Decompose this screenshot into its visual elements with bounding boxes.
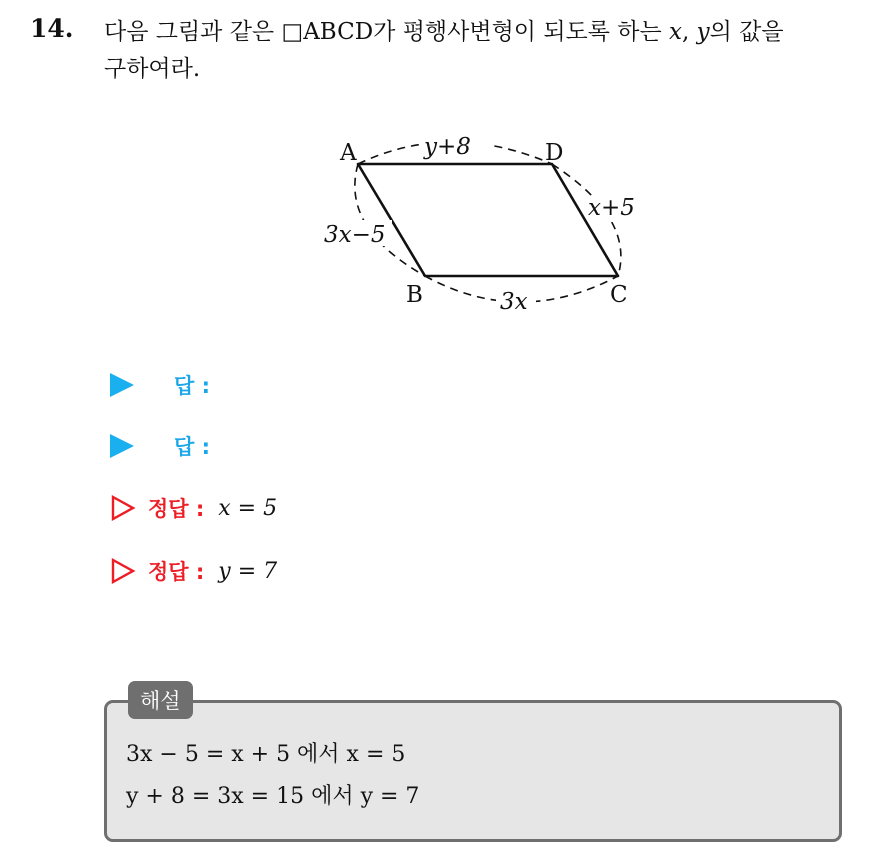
correct-label: 정답 : [148, 560, 205, 584]
side-label-bc: 3x [500, 289, 528, 315]
question-line-1 [104, 14, 874, 51]
question-line-1-a: 다음 그림과 같은 □ABCD가 평행사변형이 되도록 하는 [104, 19, 670, 45]
comma: , [682, 19, 697, 45]
correct-answer-row-2 [110, 553, 277, 589]
side-label-ad: y+8 [424, 134, 471, 160]
vertex-label-b: B [406, 282, 423, 308]
answer-marker-icon [110, 434, 134, 458]
side-label-dc: x+5 [588, 195, 635, 221]
answer-label: 답 : [174, 435, 210, 459]
vertex-label-d: D [545, 140, 564, 166]
answer-row-2[interactable] [110, 428, 210, 464]
correct-answer-row-1 [110, 490, 277, 526]
answer-marker-icon [110, 373, 134, 397]
parallelogram-figure [300, 128, 660, 318]
correct-marker-icon [110, 558, 136, 584]
vertex-label-c: C [610, 282, 628, 308]
question-text [104, 14, 874, 88]
correct-label: 정답 : [148, 497, 205, 521]
parallelogram-abcd [358, 164, 618, 276]
question-line-1-b: 의 값을 [709, 19, 784, 45]
side-label-ab: 3x−5 [324, 222, 386, 248]
question-line-2: 구하여라. [104, 56, 201, 82]
answer-label: 답 : [174, 374, 210, 398]
correct-marker-icon [110, 495, 136, 521]
vertex-label-a: A [340, 140, 357, 166]
explanation-line-2: y + 8 = 3x = 15 에서 y = 7 [126, 784, 420, 809]
explanation-line-1: 3x − 5 = x + 5 에서 x = 5 [126, 742, 406, 767]
question-number: 14. [30, 14, 74, 43]
correct-value-y: y = 7 [218, 558, 278, 584]
variable-x: x [669, 19, 683, 45]
explanation-box [104, 700, 842, 842]
explanation-title: 해설 [128, 681, 193, 719]
correct-value-x: x = 5 [218, 495, 278, 521]
answer-row-1[interactable] [110, 367, 210, 403]
variable-y: y [696, 19, 710, 45]
